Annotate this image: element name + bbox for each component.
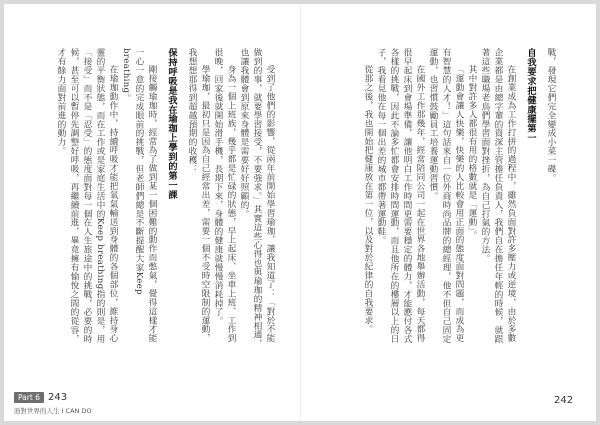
left-paragraph-2: 身為一個上班族，幾乎都是忙碌的狀態，早上起床、坐車上班、工作到很晚，回家後就開始滑手機，長期下來，身體的健康就慢慢消耗掉了。 [213, 48, 236, 343]
right-page-number: 242 [554, 395, 574, 406]
section-heading-health: 自我要求把健康擺第一 [525, 48, 536, 143]
left-paragraph-5: 在瑜珈動作中，持續呼吸才能把氧氣輸送到身體的各個部位，維持身心靈的平衡狀態，而在工作或是家庭生活中的Keep breathing指的則是，用「接受」而不是「忍受」的態度面對每一個在人生旅途中的挑戰，必要的時候，甚至可以暫停先調整好呼吸，再繼續前進，畢竟擁有愉悅之間的從容，才有餘力面對前進的動力。 [56, 48, 118, 344]
book-spread [4, 4, 596, 421]
right-paragraph-5: 在國外工作那幾年，經常陪同公司一起在世界各地舉辦活動，每天都得很早起床到會場準備，讓他明白工作時間更需要穩定的體力，才能應付各式各樣的挑戰，因此不論多忙都會安排時間運動，而且他所在的樓層以上的日子，我看見他在每一個出差的城市都帶著運動鞋。 [376, 48, 425, 344]
right-paragraph-6: 從那之後，我也開始把健康放在第一位，以及對於紀律的自我要求。 [363, 65, 373, 334]
section-heading-breathing: 保持呼吸是我在瑜珈上學到的第一課 [166, 48, 177, 200]
right-paragraph-2: 在創業成為工作打拼的過程中，雖然負面對許多壓力或逆境，由於多數企業都是由總字輩的資深主管擔任負責人，我們自在擔任年輕的時候，就跟著這些職場老鳥們學習面對挫折，為自己打氣的方法。 [480, 48, 516, 344]
left-paragraph-4: 剛接觸瑜珈時，經常為了做到某一個困難的動作而憋氣，覺得這樣才能一心一意的完成眼前的挑戰，但老師們總是不斷提醒大家Keep breathing。 [121, 48, 157, 343]
right-page-body [345, 48, 557, 348]
right-paragraph-4: 「運動會讓人快樂，快樂的人比較會用正面的態度面對問題，而成為更有智慧的人才！」這句話來自一位外商時尚品牌的總經理，他不但自己固定運動，也習慣鼓勵員工培養運動習慣。 [428, 48, 464, 344]
right-page [301, 4, 596, 421]
right-paragraph-1: 戰，發現它們完全變成小菜一碟。 [546, 48, 556, 183]
left-paragraph-3: 學瑜珈，最初只是因為自己經常出差，需要一個不受時空限制的運動，我想想那得到超越預期的收穫： [187, 48, 210, 343]
left-page-body [56, 48, 276, 348]
left-folio [14, 392, 67, 403]
running-title: 面對世界的人生 I CAN DO [14, 407, 92, 415]
right-paragraph-3: 其中對許多人都很有用的格數就是「運動」。 [467, 65, 477, 241]
left-page [4, 4, 300, 421]
left-page-number: 243 [47, 392, 68, 403]
part-badge: Part 6 [14, 392, 44, 403]
left-paragraph-1: 受到了他們的影響，從兩年前開始學習瑜珈，讓我知道了：「對於不能做到的事，就要學習接受，不要強求。」其實這些心得也與瑜珈的精神相通，也讓我體會到原來身體是需要好好照顧的。 [239, 48, 275, 348]
